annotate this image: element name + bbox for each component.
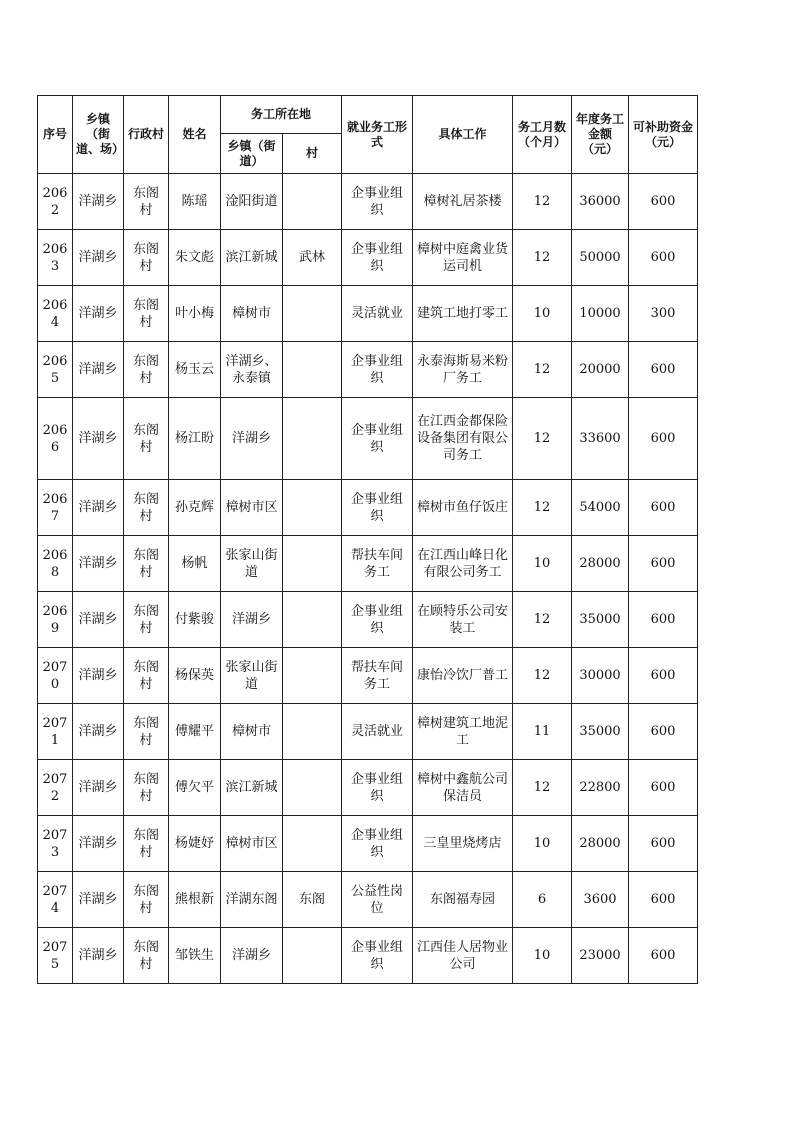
work-township-cell: 张家山街道 xyxy=(221,648,283,704)
village-cell: 东阁村 xyxy=(124,286,169,342)
work-village-cell xyxy=(283,928,342,984)
months-cell: 12 xyxy=(513,398,572,480)
village-cell: 东阁村 xyxy=(124,480,169,536)
work-village-cell xyxy=(283,592,342,648)
subsidy-cell: 600 xyxy=(629,342,698,398)
header-job: 具体工作 xyxy=(413,96,513,174)
work-village-cell: 武林 xyxy=(283,230,342,286)
annual-amount-cell: 33600 xyxy=(572,398,629,480)
work-village-cell xyxy=(283,816,342,872)
annual-amount-cell: 30000 xyxy=(572,648,629,704)
work-township-cell: 张家山街道 xyxy=(221,536,283,592)
job-cell: 永泰海斯易米粉厂务工 xyxy=(413,342,513,398)
table-row xyxy=(38,760,698,816)
job-cell: 樟树建筑工地泥工 xyxy=(413,704,513,760)
township-cell: 洋湖乡 xyxy=(73,174,124,230)
months-cell: 12 xyxy=(513,648,572,704)
employment-form-cell: 灵活就业 xyxy=(342,286,413,342)
township-cell: 洋湖乡 xyxy=(73,928,124,984)
employment-form-cell: 企事业组织 xyxy=(342,816,413,872)
job-cell: 建筑工地打零工 xyxy=(413,286,513,342)
employment-form-cell: 企事业组织 xyxy=(342,760,413,816)
annual-amount-cell: 10000 xyxy=(572,286,629,342)
village-cell: 东阁村 xyxy=(124,648,169,704)
township-cell: 洋湖乡 xyxy=(73,648,124,704)
village-cell: 东阁村 xyxy=(124,704,169,760)
work-township-cell: 淦阳街道 xyxy=(221,174,283,230)
work-village-cell: 东阁 xyxy=(283,872,342,928)
months-cell: 10 xyxy=(513,536,572,592)
annual-amount-cell: 36000 xyxy=(572,174,629,230)
job-cell: 东阁福寿园 xyxy=(413,872,513,928)
employment-form-cell: 企事业组织 xyxy=(342,480,413,536)
name-cell: 邹铁生 xyxy=(169,928,221,984)
annual-amount-cell: 20000 xyxy=(572,342,629,398)
employment-subsidy-table xyxy=(37,95,698,984)
annual-amount-cell: 28000 xyxy=(572,536,629,592)
months-cell: 12 xyxy=(513,592,572,648)
subsidy-cell: 600 xyxy=(629,536,698,592)
annual-amount-cell: 35000 xyxy=(572,704,629,760)
village-cell: 东阁村 xyxy=(124,230,169,286)
subsidy-cell: 600 xyxy=(629,760,698,816)
name-cell: 杨保英 xyxy=(169,648,221,704)
header-work-village: 村 xyxy=(283,134,342,174)
subsidy-cell: 600 xyxy=(629,174,698,230)
table-row xyxy=(38,816,698,872)
table-row xyxy=(38,480,698,536)
name-cell: 孙克辉 xyxy=(169,480,221,536)
employment-form-cell: 企事业组织 xyxy=(342,398,413,480)
work-township-cell: 洋湖乡、永泰镇 xyxy=(221,342,283,398)
job-cell: 康怡冷饮厂普工 xyxy=(413,648,513,704)
table-row xyxy=(38,174,698,230)
employment-form-cell: 公益性岗位 xyxy=(342,872,413,928)
work-township-cell: 洋湖乡 xyxy=(221,398,283,480)
annual-amount-cell: 22800 xyxy=(572,760,629,816)
village-cell: 东阁村 xyxy=(124,342,169,398)
months-cell: 10 xyxy=(513,928,572,984)
work-township-cell: 洋湖乡 xyxy=(221,592,283,648)
work-township-cell: 滨江新城 xyxy=(221,760,283,816)
work-village-cell xyxy=(283,760,342,816)
seq-cell: 2071 xyxy=(38,704,73,760)
subsidy-cell: 600 xyxy=(629,398,698,480)
township-cell: 洋湖乡 xyxy=(73,480,124,536)
work-village-cell xyxy=(283,174,342,230)
village-cell: 东阁村 xyxy=(124,872,169,928)
name-cell: 傅耀平 xyxy=(169,704,221,760)
subsidy-cell: 600 xyxy=(629,872,698,928)
subsidy-cell: 300 xyxy=(629,286,698,342)
township-cell: 洋湖乡 xyxy=(73,342,124,398)
work-township-cell: 樟树市 xyxy=(221,286,283,342)
months-cell: 12 xyxy=(513,480,572,536)
table-row xyxy=(38,592,698,648)
name-cell: 朱文彪 xyxy=(169,230,221,286)
subsidy-cell: 600 xyxy=(629,230,698,286)
employment-form-cell: 帮扶车间务工 xyxy=(342,536,413,592)
work-township-cell: 滨江新城 xyxy=(221,230,283,286)
header-work-township: 乡镇（街道） xyxy=(221,134,283,174)
subsidy-cell: 600 xyxy=(629,648,698,704)
work-township-cell: 樟树市区 xyxy=(221,480,283,536)
village-cell: 东阁村 xyxy=(124,928,169,984)
months-cell: 12 xyxy=(513,174,572,230)
annual-amount-cell: 54000 xyxy=(572,480,629,536)
job-cell: 三皇里烧烤店 xyxy=(413,816,513,872)
header-village: 行政村 xyxy=(124,96,169,174)
employment-form-cell: 企事业组织 xyxy=(342,230,413,286)
job-cell: 樟树市鱼仔饭庄 xyxy=(413,480,513,536)
village-cell: 东阁村 xyxy=(124,592,169,648)
annual-amount-cell: 23000 xyxy=(572,928,629,984)
table-row xyxy=(38,928,698,984)
employment-form-cell: 企事业组织 xyxy=(342,928,413,984)
subsidy-cell: 600 xyxy=(629,816,698,872)
work-village-cell xyxy=(283,342,342,398)
months-cell: 10 xyxy=(513,286,572,342)
work-township-cell: 樟树市区 xyxy=(221,816,283,872)
table-header xyxy=(38,96,698,174)
township-cell: 洋湖乡 xyxy=(73,592,124,648)
work-village-cell xyxy=(283,480,342,536)
months-cell: 12 xyxy=(513,230,572,286)
township-cell: 洋湖乡 xyxy=(73,816,124,872)
seq-cell: 2075 xyxy=(38,928,73,984)
header-seq: 序号 xyxy=(38,96,73,174)
header-name: 姓名 xyxy=(169,96,221,174)
header-months: 务工月数（个月） xyxy=(513,96,572,174)
subsidy-cell: 600 xyxy=(629,928,698,984)
seq-cell: 2070 xyxy=(38,648,73,704)
seq-cell: 2066 xyxy=(38,398,73,480)
table-row xyxy=(38,286,698,342)
header-employment-form: 就业务工形式 xyxy=(342,96,413,174)
table-row xyxy=(38,648,698,704)
name-cell: 杨玉云 xyxy=(169,342,221,398)
seq-cell: 2062 xyxy=(38,174,73,230)
seq-cell: 2068 xyxy=(38,536,73,592)
work-township-cell: 洋湖东阁 xyxy=(221,872,283,928)
job-cell: 在顾特乐公司安装工 xyxy=(413,592,513,648)
months-cell: 10 xyxy=(513,816,572,872)
township-cell: 洋湖乡 xyxy=(73,398,124,480)
table-row xyxy=(38,872,698,928)
annual-amount-cell: 28000 xyxy=(572,816,629,872)
name-cell: 付紫骏 xyxy=(169,592,221,648)
seq-cell: 2065 xyxy=(38,342,73,398)
work-village-cell xyxy=(283,648,342,704)
annual-amount-cell: 50000 xyxy=(572,230,629,286)
job-cell: 樟树礼居茶楼 xyxy=(413,174,513,230)
months-cell: 6 xyxy=(513,872,572,928)
employment-form-cell: 帮扶车间务工 xyxy=(342,648,413,704)
village-cell: 东阁村 xyxy=(124,174,169,230)
employment-form-cell: 灵活就业 xyxy=(342,704,413,760)
header-annual-amount: 年度务工金额（元） xyxy=(572,96,629,174)
work-village-cell xyxy=(283,398,342,480)
employment-form-cell: 企事业组织 xyxy=(342,592,413,648)
village-cell: 东阁村 xyxy=(124,398,169,480)
subsidy-cell: 600 xyxy=(629,480,698,536)
work-village-cell xyxy=(283,536,342,592)
village-cell: 东阁村 xyxy=(124,760,169,816)
seq-cell: 2064 xyxy=(38,286,73,342)
header-workplace: 务工所在地 xyxy=(221,96,342,134)
name-cell: 陈瑶 xyxy=(169,174,221,230)
months-cell: 12 xyxy=(513,342,572,398)
name-cell: 熊根新 xyxy=(169,872,221,928)
seq-cell: 2073 xyxy=(38,816,73,872)
header-township: 乡镇（街道、场） xyxy=(73,96,124,174)
work-village-cell xyxy=(283,704,342,760)
township-cell: 洋湖乡 xyxy=(73,230,124,286)
work-township-cell: 樟树市 xyxy=(221,704,283,760)
seq-cell: 2074 xyxy=(38,872,73,928)
table-row xyxy=(38,704,698,760)
months-cell: 12 xyxy=(513,760,572,816)
job-cell: 樟树中庭禽业货运司机 xyxy=(413,230,513,286)
name-cell: 杨江盼 xyxy=(169,398,221,480)
township-cell: 洋湖乡 xyxy=(73,872,124,928)
job-cell: 在江西山峰日化有限公司务工 xyxy=(413,536,513,592)
employment-form-cell: 企事业组织 xyxy=(342,174,413,230)
table-row xyxy=(38,342,698,398)
name-cell: 傅欠平 xyxy=(169,760,221,816)
township-cell: 洋湖乡 xyxy=(73,286,124,342)
table-row xyxy=(38,230,698,286)
table-row xyxy=(38,536,698,592)
township-cell: 洋湖乡 xyxy=(73,760,124,816)
header-subsidy: 可补助资金（元） xyxy=(629,96,698,174)
annual-amount-cell: 35000 xyxy=(572,592,629,648)
village-cell: 东阁村 xyxy=(124,536,169,592)
work-township-cell: 洋湖乡 xyxy=(221,928,283,984)
township-cell: 洋湖乡 xyxy=(73,704,124,760)
annual-amount-cell: 3600 xyxy=(572,872,629,928)
seq-cell: 2072 xyxy=(38,760,73,816)
table-row xyxy=(38,398,698,480)
name-cell: 杨帆 xyxy=(169,536,221,592)
job-cell: 江西佳人居物业公司 xyxy=(413,928,513,984)
seq-cell: 2067 xyxy=(38,480,73,536)
name-cell: 叶小梅 xyxy=(169,286,221,342)
village-cell: 东阁村 xyxy=(124,816,169,872)
seq-cell: 2063 xyxy=(38,230,73,286)
name-cell: 杨婕妤 xyxy=(169,816,221,872)
subsidy-cell: 600 xyxy=(629,592,698,648)
seq-cell: 2069 xyxy=(38,592,73,648)
subsidy-cell: 600 xyxy=(629,704,698,760)
months-cell: 11 xyxy=(513,704,572,760)
table-body xyxy=(38,174,698,984)
employment-form-cell: 企事业组织 xyxy=(342,342,413,398)
job-cell: 在江西金都保险设备集团有限公司务工 xyxy=(413,398,513,480)
work-village-cell xyxy=(283,286,342,342)
job-cell: 樟树中鑫航公司保洁员 xyxy=(413,760,513,816)
township-cell: 洋湖乡 xyxy=(73,536,124,592)
